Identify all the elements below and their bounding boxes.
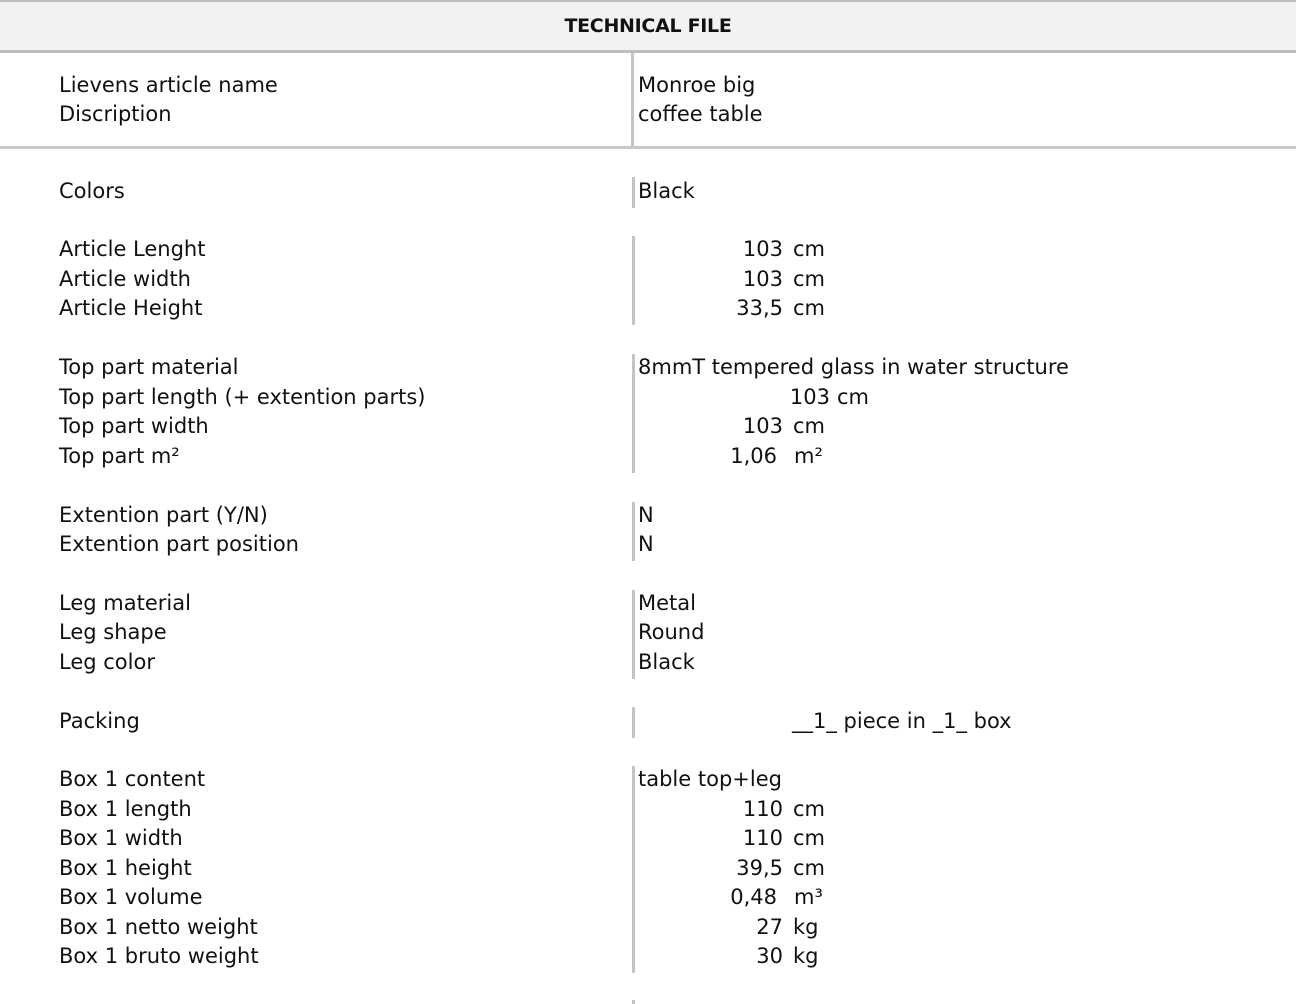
box1-volume-label: Box 1 volume bbox=[59, 885, 203, 909]
leg-color-label: Leg color bbox=[59, 650, 155, 674]
column-divider-colors bbox=[632, 177, 635, 208]
box1-bruto-value: 30 bbox=[756, 944, 783, 968]
column-divider-top-part bbox=[632, 354, 635, 473]
top-part-area-unit: m² bbox=[794, 444, 823, 468]
section-divider bbox=[0, 146, 1296, 149]
article-width-value: 103 bbox=[742, 267, 783, 291]
column-divider-legs bbox=[632, 590, 635, 679]
box1-netto-label: Box 1 netto weight bbox=[59, 915, 258, 939]
leg-shape-value: Round bbox=[638, 620, 705, 644]
box1-bruto-unit: kg bbox=[793, 944, 819, 968]
box1-bruto-label: Box 1 bruto weight bbox=[59, 944, 259, 968]
box1-netto-value: 27 bbox=[756, 915, 783, 939]
colors-label: Colors bbox=[59, 179, 125, 203]
column-divider-dimensions bbox=[632, 236, 635, 325]
box1-width-unit: cm bbox=[793, 826, 826, 850]
box1-height-label: Box 1 height bbox=[59, 856, 192, 880]
top-part-length-label: Top part length (+ extention parts) bbox=[59, 385, 426, 409]
box1-content-value: table top+leg bbox=[638, 767, 782, 791]
article-length-value: 103 bbox=[742, 237, 783, 261]
box1-netto-unit: kg bbox=[793, 915, 819, 939]
box1-width-label: Box 1 width bbox=[59, 826, 183, 850]
article-height-value: 33,5 bbox=[736, 296, 783, 320]
top-part-width-unit: cm bbox=[793, 414, 826, 438]
box1-height-value: 39,5 bbox=[736, 856, 783, 880]
article-length-label: Article Lenght bbox=[59, 237, 206, 261]
box1-length-unit: cm bbox=[793, 797, 826, 821]
box1-volume-unit: m³ bbox=[794, 885, 823, 909]
column-divider-bottom bbox=[632, 1000, 635, 1004]
extension-position-label: Extention part position bbox=[59, 532, 299, 556]
article-height-label: Article Height bbox=[59, 296, 203, 320]
packing-value: __1_ piece in _1_ box bbox=[792, 709, 1012, 733]
leg-color-value: Black bbox=[638, 650, 695, 674]
extension-yn-value: N bbox=[638, 503, 654, 527]
packing-label: Packing bbox=[59, 709, 140, 733]
leg-shape-label: Leg shape bbox=[59, 620, 167, 644]
article-width-label: Article width bbox=[59, 267, 191, 291]
box1-width-value: 110 bbox=[742, 826, 783, 850]
extension-position-value: N bbox=[638, 532, 654, 556]
column-divider-extension bbox=[632, 502, 635, 561]
column-divider-intro bbox=[631, 53, 634, 147]
article-width-unit: cm bbox=[793, 267, 826, 291]
description-value: coffee table bbox=[638, 102, 763, 126]
leg-material-label: Leg material bbox=[59, 591, 191, 615]
box1-height-unit: cm bbox=[793, 856, 826, 880]
top-part-material-value: 8mmT tempered glass in water structure bbox=[638, 355, 1069, 379]
leg-material-value: Metal bbox=[638, 591, 696, 615]
column-divider-packing bbox=[632, 707, 635, 738]
description-label: Discription bbox=[59, 102, 172, 126]
colors-value: Black bbox=[638, 179, 695, 203]
box1-content-label: Box 1 content bbox=[59, 767, 206, 791]
box1-length-label: Box 1 length bbox=[59, 797, 192, 821]
page-title: TECHNICAL FILE bbox=[564, 15, 732, 37]
top-part-area-label: Top part m² bbox=[59, 444, 180, 468]
top-part-area-value: 1,06 bbox=[730, 444, 777, 468]
top-part-length-unit: cm bbox=[837, 385, 870, 409]
box1-length-value: 110 bbox=[742, 797, 783, 821]
box1-volume-value: 0,48 bbox=[730, 885, 777, 909]
technical-file-header bbox=[0, 0, 1296, 53]
top-part-material-label: Top part material bbox=[59, 355, 239, 379]
top-part-width-value: 103 bbox=[742, 414, 783, 438]
top-part-width-label: Top part width bbox=[59, 414, 209, 438]
column-divider-box1 bbox=[632, 766, 635, 973]
article-height-unit: cm bbox=[793, 296, 826, 320]
top-part-length-value: 103 bbox=[789, 385, 830, 409]
article-length-unit: cm bbox=[793, 237, 826, 261]
article-name-value: Monroe big bbox=[638, 73, 756, 97]
extension-yn-label: Extention part (Y/N) bbox=[59, 503, 268, 527]
article-name-label: Lievens article name bbox=[59, 73, 278, 97]
